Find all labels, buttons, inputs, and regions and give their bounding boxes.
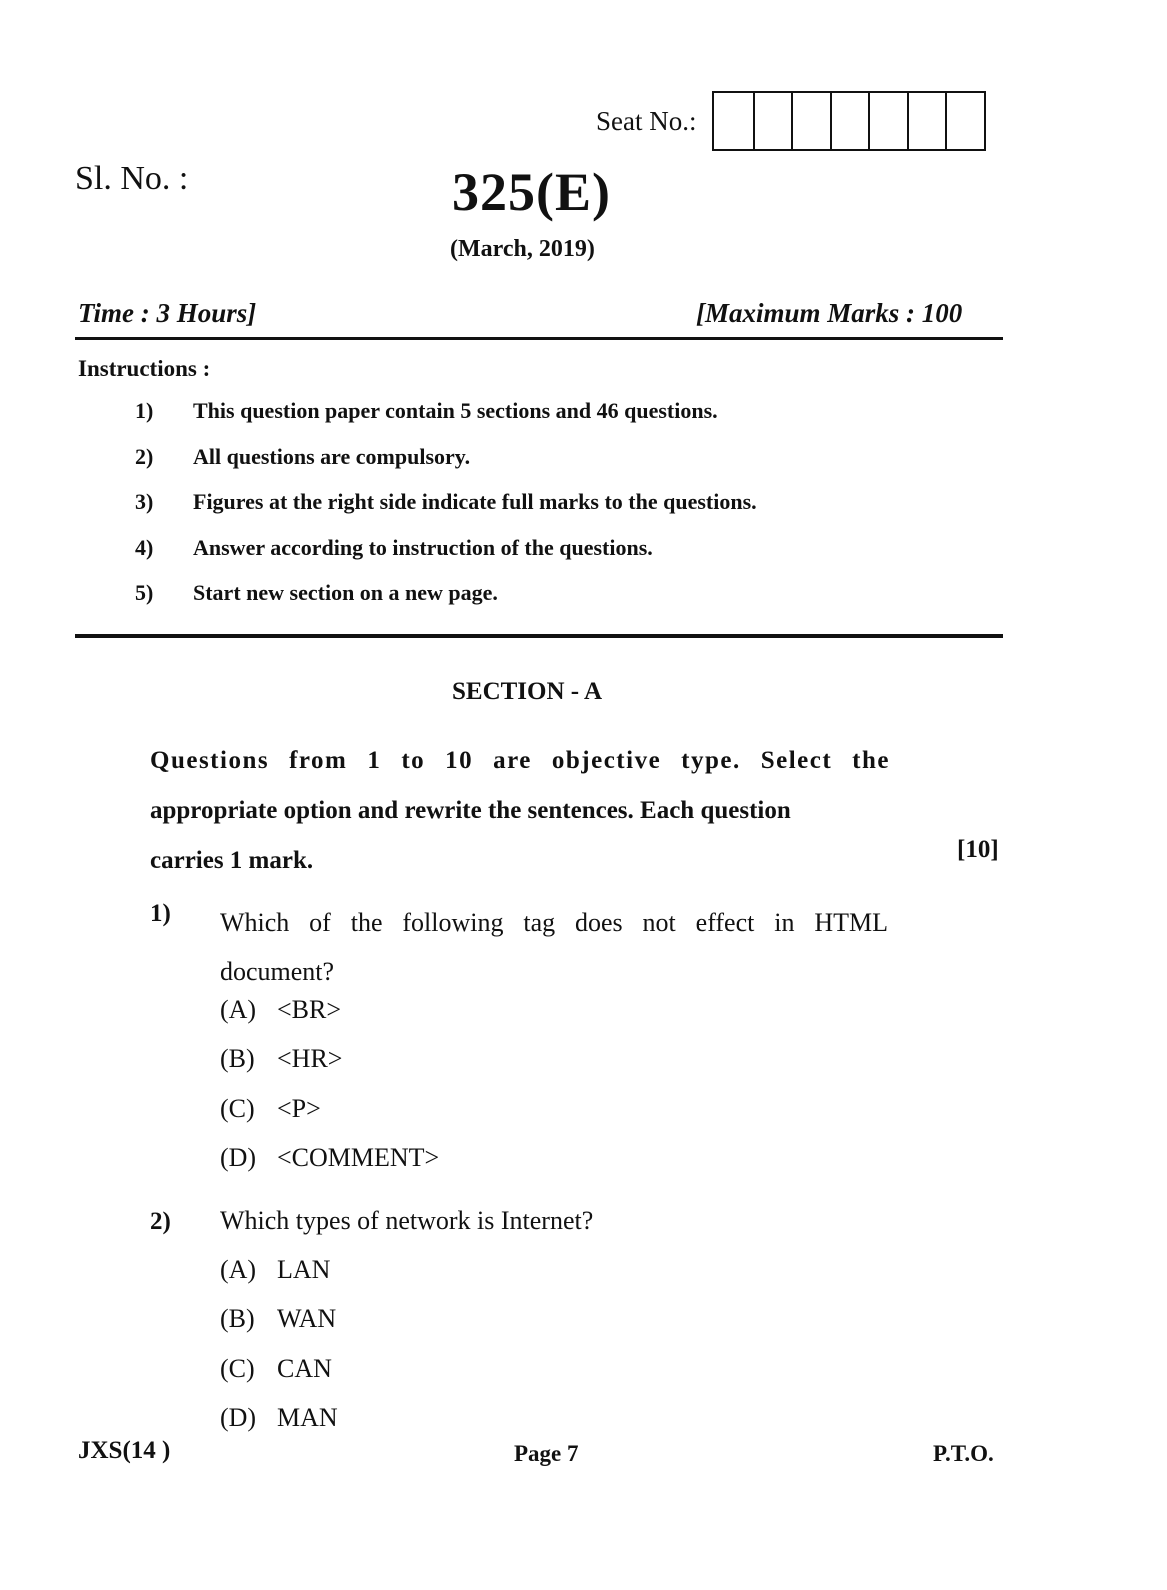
instruction-number: 5) <box>135 580 154 605</box>
seat-number-box <box>830 93 869 149</box>
option-label: (B) <box>220 1044 255 1074</box>
instruction-text: Answer according to instruction of the questions. <box>193 534 653 560</box>
option-text: WAN <box>277 1304 337 1334</box>
option-label: (B) <box>220 1304 255 1334</box>
exam-duration: Time : 3 Hours] <box>78 298 257 328</box>
section-instructions <box>150 736 890 886</box>
instruction-text: Start new section on a new page. <box>193 580 498 605</box>
seat-number-box <box>945 93 984 149</box>
instruction-text: Figures at the right side indicate full marks to the questions. <box>193 489 757 514</box>
option-label: (A) <box>220 995 257 1024</box>
exam-date: (March, 2019) <box>450 236 595 262</box>
question-text-line: document? <box>220 957 335 986</box>
instructions-divider <box>75 634 1003 638</box>
option-text: MAN <box>277 1402 338 1432</box>
instruction-text: All questions are compulsory. <box>193 443 471 469</box>
question-number: 1) <box>150 900 171 927</box>
instruction-item <box>135 398 757 444</box>
seat-number-box <box>868 93 907 149</box>
section-marks: [10] <box>957 836 999 863</box>
section-instructions-line: appropriate option and rewrite the sentences. Each question <box>150 797 791 824</box>
answer-option <box>220 1044 439 1093</box>
seat-number-box <box>791 93 830 149</box>
section-title: SECTION - A <box>452 678 603 705</box>
section-instructions-line: Questions from 1 to 10 are objective type. Select the <box>150 747 890 774</box>
instruction-text: This question paper contain 5 sections and 46 questions. <box>193 398 718 423</box>
please-turn-over: P.T.O. <box>933 1441 994 1466</box>
option-text: <HR> <box>277 1044 343 1074</box>
answer-option <box>220 1143 439 1192</box>
section-instructions-line: carries 1 mark. <box>150 847 314 874</box>
header-divider <box>75 337 1003 340</box>
instruction-item <box>135 580 757 626</box>
option-text: <COMMENT> <box>277 1142 440 1172</box>
answer-option <box>220 1304 338 1353</box>
instruction-number: 4) <box>135 534 154 560</box>
instruction-item <box>135 444 757 490</box>
maximum-marks: [Maximum Marks : 100 <box>696 298 963 328</box>
answer-option <box>220 1094 439 1143</box>
seat-number-label: Seat No.: <box>596 106 697 136</box>
question-number: 2) <box>150 1208 171 1235</box>
footer-paper-code: JXS(14 ) <box>78 1437 171 1464</box>
instruction-number: 2) <box>135 443 154 469</box>
instruction-item <box>135 535 757 581</box>
question-text-line: Which of the following tag does not effect in HTML <box>220 908 888 937</box>
option-text: <BR> <box>277 995 342 1024</box>
seat-number-box <box>907 93 946 149</box>
option-label: (C) <box>220 1093 255 1123</box>
option-text: CAN <box>277 1353 332 1383</box>
instruction-item <box>135 489 757 535</box>
option-label: (D) <box>220 1402 257 1432</box>
option-text: LAN <box>277 1255 331 1284</box>
instructions-list <box>135 398 757 626</box>
answer-option <box>220 1354 338 1403</box>
paper-code: 325(E) <box>452 162 611 222</box>
instructions-title: Instructions : <box>78 356 211 381</box>
answer-option <box>220 1255 338 1304</box>
instruction-number: 3) <box>135 489 154 514</box>
answer-option <box>220 995 439 1044</box>
answer-options <box>220 995 439 1192</box>
seat-number-box <box>753 93 792 149</box>
option-text: <P> <box>277 1093 321 1123</box>
question-text: Which types of network is Internet? <box>220 1206 594 1235</box>
question-text <box>220 898 888 996</box>
seat-number-box <box>714 93 753 149</box>
page-number: Page 7 <box>514 1441 579 1466</box>
serial-number-label: Sl. No. : <box>75 160 189 197</box>
option-label: (A) <box>220 1255 257 1284</box>
instruction-number: 1) <box>135 398 154 423</box>
answer-option <box>220 1403 338 1452</box>
seat-number-boxes <box>712 91 986 151</box>
option-label: (D) <box>220 1142 257 1172</box>
answer-options <box>220 1255 338 1452</box>
option-label: (C) <box>220 1353 255 1383</box>
